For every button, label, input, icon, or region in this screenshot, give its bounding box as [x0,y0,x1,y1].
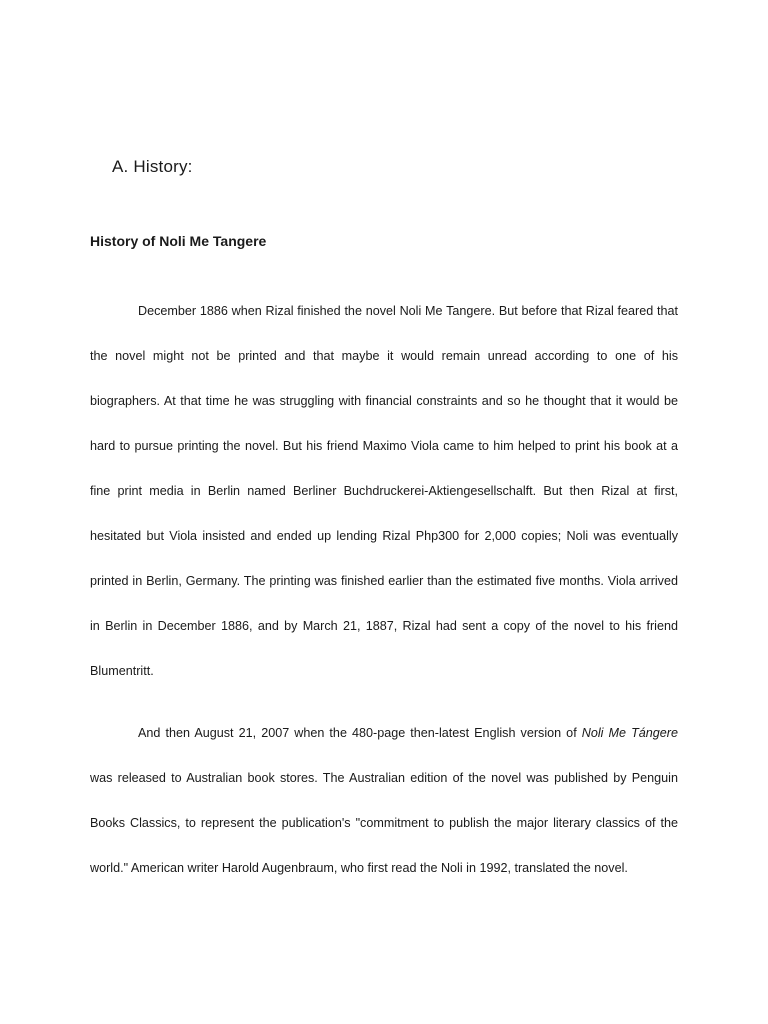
paragraph-text-after: was released to Australian book stores. The Australian edition of the novel was published by Penguin Books Classics, to represent the publication's "commitment to publish the major literary classics of the world." American writer Harold Augenbraum, who first read the Noli in 1992, translated the novel. [90,771,678,875]
novel-title-italic: Noli Me Tángere [581,726,678,740]
sub-heading: History of Noli Me Tangere [90,233,267,249]
section-heading: A. History: [112,157,193,176]
paragraph-text-before: And then August 21, 2007 when the 480-page then-latest English version of [138,726,582,740]
paragraph-english-edition [90,711,678,891]
paragraph-history: December 1886 when Rizal finished the novel Noli Me Tangere. But before that Rizal feared that the novel might not be printed and that maybe it would remain unread according to one of his biographers. At that time he was struggling with financial constraints and so he thought that it would be hard to pursue printing the novel. But his friend Maximo Viola came to him helped to print his book at a fine print media in Berlin named Berliner Buchdruckerei-Aktiengesellschalft. But then Rizal at first, hesitated but Viola insisted and ended up lending Rizal Php300 for 2,000 copies; Noli was eventually printed in Berlin, Germany. The printing was finished earlier than the estimated five months. Viola arrived in Berlin in December 1886, and by March 21, 1887, Rizal had sent a copy of the novel to his friend Blumentritt. [90,304,678,678]
